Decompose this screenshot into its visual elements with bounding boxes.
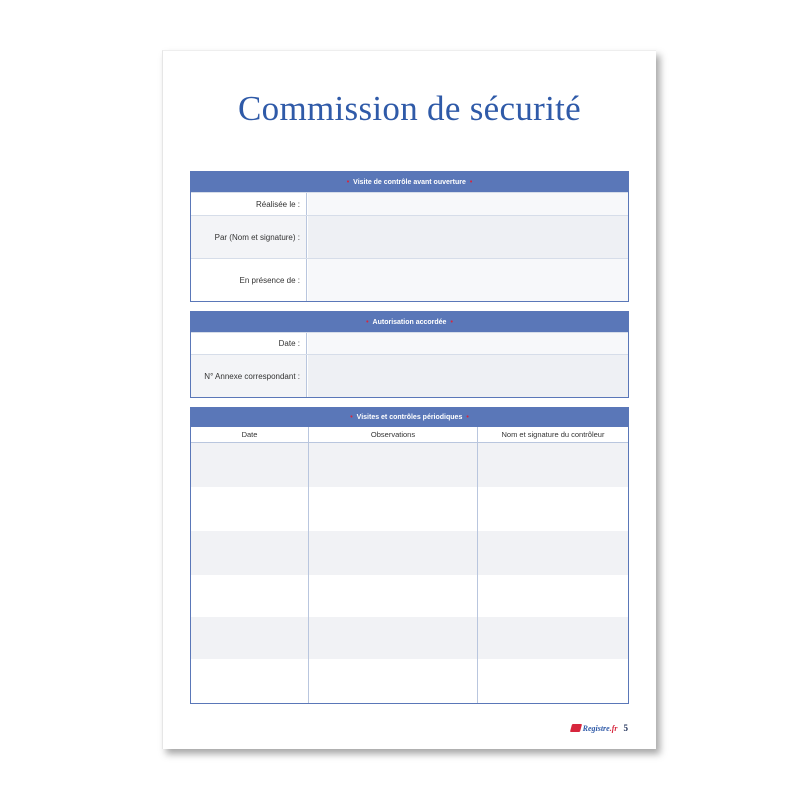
field-label: Par (Nom et signature) : xyxy=(191,216,307,258)
date-field[interactable] xyxy=(308,333,628,354)
bullet-icon: • xyxy=(469,178,473,186)
column-header-observations: Observations xyxy=(309,427,478,442)
observations-cell[interactable] xyxy=(309,659,478,703)
observations-cell[interactable] xyxy=(309,617,478,659)
observations-cell[interactable] xyxy=(309,575,478,617)
section-title: Visites et contrôles périodiques xyxy=(356,413,463,421)
column-header-date: Date xyxy=(191,427,309,442)
column-header-controleur: Nom et signature du contrôleur xyxy=(501,430,605,439)
annexe-field[interactable] xyxy=(308,355,628,397)
form-row-par xyxy=(191,215,628,258)
bullet-icon: • xyxy=(366,318,369,326)
realisee-le-field[interactable] xyxy=(308,193,628,215)
form-row-realisee xyxy=(191,192,628,215)
registre-logo xyxy=(571,724,618,733)
table-row xyxy=(191,487,628,531)
date-cell[interactable] xyxy=(191,531,309,575)
controleur-cell[interactable] xyxy=(478,443,628,487)
page-title: Commission de sécurité xyxy=(238,89,581,128)
field-label: Date : xyxy=(191,333,307,354)
controleur-cell[interactable] xyxy=(478,487,628,531)
logo-text: Registre xyxy=(582,723,610,733)
en-presence-de-field[interactable] xyxy=(308,259,628,301)
controleur-cell[interactable] xyxy=(478,617,628,659)
field-label: En présence de : xyxy=(191,259,307,301)
section-visite-controle xyxy=(190,171,629,302)
observations-cell[interactable] xyxy=(309,443,478,487)
register-page xyxy=(162,50,656,749)
observations-cell[interactable] xyxy=(309,487,478,531)
table-row xyxy=(191,659,628,703)
par-nom-signature-field[interactable] xyxy=(308,216,628,258)
observations-cell[interactable] xyxy=(309,531,478,575)
section-header xyxy=(191,408,628,426)
controleur-cell[interactable] xyxy=(478,659,628,703)
section-autorisation xyxy=(190,311,629,398)
section-header xyxy=(191,312,628,332)
field-label: Réalisée le : xyxy=(191,193,307,215)
date-cell[interactable] xyxy=(191,617,309,659)
bullet-icon: • xyxy=(466,413,469,421)
page-footer xyxy=(571,723,628,733)
date-cell[interactable] xyxy=(191,659,309,703)
bullet-icon: • xyxy=(346,178,350,186)
date-cell[interactable] xyxy=(191,575,309,617)
bullet-icon: • xyxy=(450,318,453,326)
controleur-cell[interactable] xyxy=(478,575,628,617)
table-header xyxy=(191,426,628,443)
field-label: N° Annexe correspondant : xyxy=(191,355,307,397)
section-title: Autorisation accordée xyxy=(372,318,447,326)
table-row xyxy=(191,443,628,487)
page-number: 5 xyxy=(623,723,628,733)
form-row-date xyxy=(191,332,628,354)
date-cell[interactable] xyxy=(191,443,309,487)
flag-icon xyxy=(570,724,582,732)
section-visites-periodiques xyxy=(190,407,629,704)
table-row xyxy=(191,617,628,659)
section-header xyxy=(191,172,628,192)
table-row xyxy=(191,531,628,575)
form-row-annexe xyxy=(191,354,628,397)
controleur-cell[interactable] xyxy=(478,531,628,575)
logo-extension: .fr xyxy=(609,723,618,733)
bullet-icon: • xyxy=(350,413,353,421)
form-row-presence xyxy=(191,258,628,301)
section-title: Visite de contrôle avant ouverture xyxy=(353,178,466,186)
table-row xyxy=(191,575,628,617)
date-cell[interactable] xyxy=(191,487,309,531)
